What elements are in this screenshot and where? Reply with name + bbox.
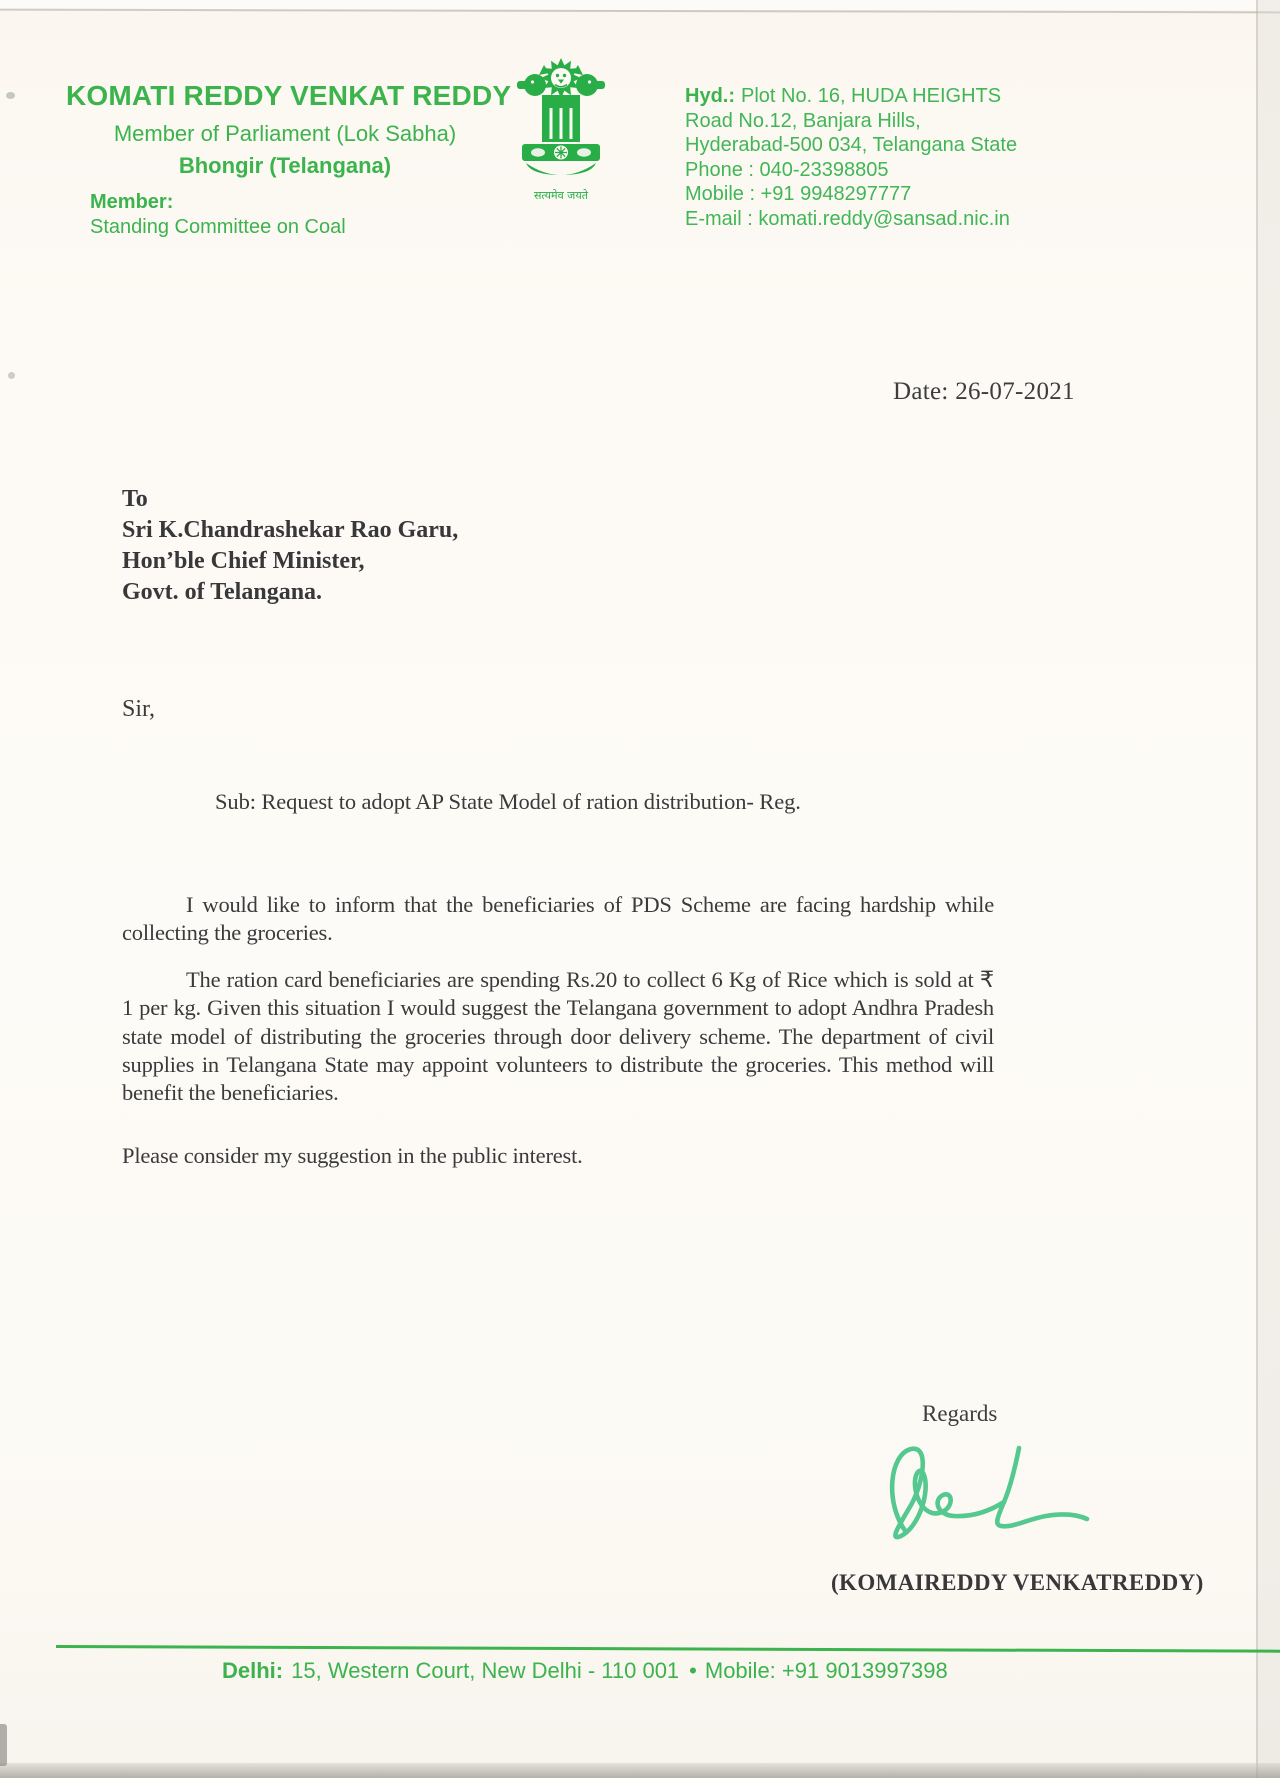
ashoka-emblem-icon [505,50,617,206]
date-line: Date: 26-07-2021 [893,378,1075,405]
scan-notch-left [0,1724,7,1766]
contact-label: Hyd.: [685,85,735,107]
scan-speck [6,92,15,99]
footer-mobile: Mobile: +91 9013997398 [704,1658,948,1683]
salutation: Sir, [122,696,156,722]
recipient-block [122,484,458,608]
contact-line-mobile: Mobile : +91 9948297777 [685,183,912,206]
body-paragraph-2: The ration card beneficiaries are spending Rs.20 to collect 6 Kg of Rice which is sold at ₹ 1 per kg. Given this situation I would suggest the Telangana government to adopt Andhra Pradesh state model of distributing the groceries through door delivery scheme. The department of civil supplies in Telangana State may appoint volunteers to distribute the groceries. This method will benefit the beneficiaries. [122,966,994,1106]
scan-speck [8,372,15,379]
scan-strip-bottom [0,1763,1280,1778]
signature-scribble [866,1436,1106,1558]
sender-constituency: Bhongir (Telangana) [178,153,392,178]
sender-name: KOMATI REDDY VENKAT REDDY [66,80,512,111]
recipient-to: To [122,486,148,512]
body-paragraph-3: Please consider my suggestion in the public interest. [122,1142,583,1168]
footer-delhi-label: Delhi: [222,1658,284,1683]
contact-line-address2: Road No.12, Banjara Hills, [685,109,921,132]
scan-shade-right [1258,0,1280,1778]
contact-line-address1: Hyd.: Plot No. 16, HUDA HEIGHTS [685,85,1002,107]
member-committee: Standing Committee on Coal [90,216,346,238]
recipient-org: Govt. of Telangana. [122,579,323,605]
contact-line-email: E-mail : komati.reddy@sansad.nic.in [685,207,1010,230]
recipient-title: Hon’ble Chief Minister, [122,548,365,574]
subject-line: Sub: Request to adopt AP State Model of ration distribution- Reg. [215,789,801,814]
signatory-name: (KOMAIREDDY VENKATREDDY) [831,1570,1204,1595]
footer-rule [56,1645,1280,1653]
sender-title: Member of Parliament (Lok Sabha) [113,121,457,146]
recipient-name: Sri K.Chandrashekar Rao Garu, [122,517,459,543]
membership-block [90,190,346,240]
contact-line-phone: Phone : 040-23398805 [685,158,889,181]
member-label: Member: [90,191,174,213]
footer-bullet: • [689,1658,697,1683]
body-paragraph-1: I would like to inform that the beneficiaries of PDS Scheme are facing hardship while collecting the groceries. [122,892,994,946]
regards-label: Regards [922,1401,998,1426]
contact-block [685,84,1017,232]
footer-line [222,1658,948,1684]
letterhead-left [66,80,512,179]
contact-line-address3: Hyderabad-500 034, Telangana State [685,134,1018,157]
footer-delhi-address: 15, Western Court, New Delhi - 110 001 [291,1658,680,1683]
letter-body [122,891,994,1170]
emblem-motto: सत्यमेव जयते [533,189,589,202]
